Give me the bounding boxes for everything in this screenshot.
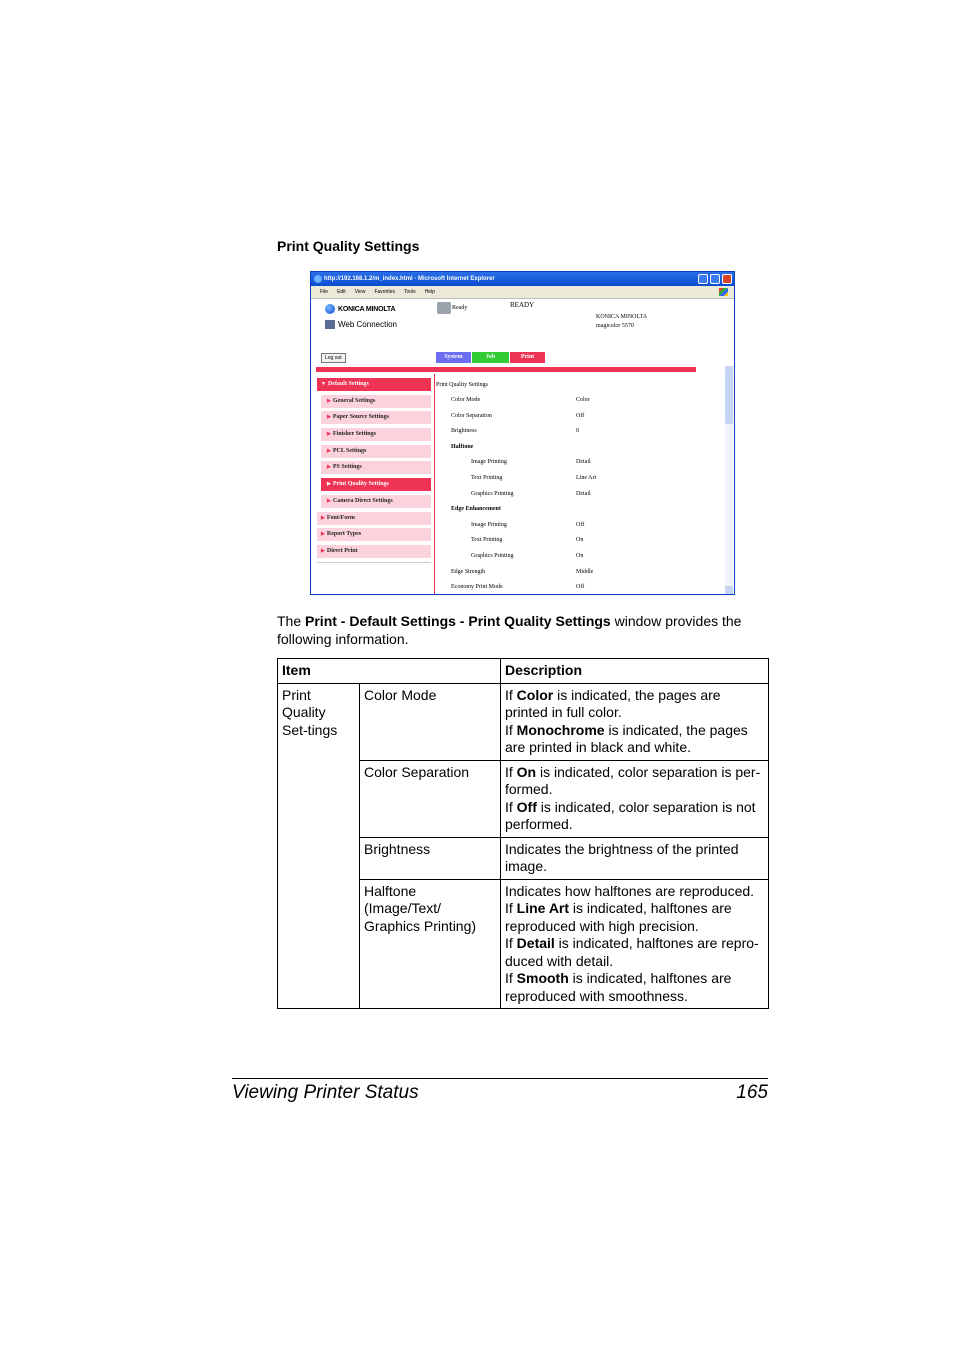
sidebar-item-label: Paper Source Settings	[332, 414, 389, 421]
setting-label: Economy Print Mode	[451, 584, 503, 591]
sidebar-item[interactable]	[317, 378, 431, 391]
close-icon[interactable]	[722, 274, 732, 284]
setting-label: Text Printing	[471, 475, 503, 481]
pagescope-icon	[325, 320, 335, 329]
table-row	[278, 683, 769, 760]
setting-value: Middle	[576, 568, 594, 575]
page-number: 165	[736, 1082, 768, 1103]
description-line: If Detail is indicated, halftones are repro-duced with detail.	[505, 935, 759, 969]
setting-label: Color Mode	[451, 397, 481, 403]
description-line: Indicates the brightness of the printed image.	[505, 840, 739, 874]
setting-value: Line Art	[576, 475, 597, 481]
maximize-icon[interactable]	[710, 274, 720, 284]
setting-label: Graphics Printing	[471, 553, 514, 559]
item-cell: Color Mode	[360, 683, 501, 760]
menu-view[interactable]: View	[354, 289, 366, 295]
sidebar-item[interactable]	[321, 495, 431, 508]
setting-label: Text Printing	[471, 537, 503, 544]
section-heading: Print Quality Settings	[277, 238, 420, 254]
description-line: If Off is indicated, color separation is not performed.	[505, 798, 756, 832]
header-item: Item	[278, 659, 501, 684]
group-label: Print Quality Set-tings	[278, 683, 360, 1009]
sidebar-item[interactable]	[317, 512, 431, 525]
header-divider	[316, 367, 696, 372]
description-cell	[501, 760, 769, 837]
sidebar-item-label: General Settings	[332, 397, 376, 404]
description-line: If Monochrome is indicated, the pages are printed in black and white.	[505, 721, 748, 755]
printer-model: KONICA MINOLTA magicolor 5570	[596, 314, 648, 329]
tab-job[interactable]: Job	[472, 352, 509, 363]
description-line: Indicates how halftones are reproduced.	[505, 882, 755, 899]
setting-label: Edge Enhancement	[451, 506, 501, 513]
sidebar-item-label: Camera Direct Settings	[332, 497, 393, 504]
menu-favorites[interactable]: Favorites	[374, 289, 395, 295]
description-cell	[501, 683, 769, 760]
sidebar-nav	[317, 378, 431, 563]
scroll-up-icon[interactable]	[725, 366, 733, 374]
sidebar-item[interactable]	[321, 411, 431, 424]
scroll-down-icon[interactable]	[725, 586, 733, 594]
footer-rule	[232, 1078, 768, 1079]
menu-tools[interactable]: Tools	[404, 289, 416, 295]
web-connection-logo: Web Connection	[325, 320, 397, 329]
sidebar-item[interactable]	[321, 428, 431, 441]
sidebar-item[interactable]	[321, 461, 431, 474]
sidebar-item-label: PCL Settings	[332, 447, 367, 454]
setting-value: Off	[576, 584, 585, 591]
sidebar-item[interactable]	[321, 395, 431, 408]
triangle-right-icon: ▶	[321, 532, 325, 538]
sidebar-item[interactable]	[317, 528, 431, 541]
triangle-right-icon: ▶	[327, 448, 331, 454]
vertical-scrollbar[interactable]	[725, 366, 733, 594]
setting-label: Color Separation	[451, 412, 492, 419]
triangle-right-icon: ▶	[327, 482, 331, 488]
setting-value: Detail	[576, 459, 591, 466]
logout-button[interactable]: Log out	[321, 353, 346, 363]
setting-value: Detail	[576, 490, 591, 497]
menu-help[interactable]: Help	[424, 289, 435, 295]
item-cell: Brightness	[360, 837, 501, 879]
sidebar-underline	[317, 562, 431, 563]
setting-value: On	[576, 553, 584, 559]
description-cell	[501, 837, 769, 879]
sidebar-item-label: Direct Print	[326, 547, 358, 554]
description-line: If Smooth is indicated, halftones are reproduced with smoothness.	[505, 970, 732, 1004]
sidebar-item[interactable]	[321, 445, 431, 458]
tab-print[interactable]: Print	[510, 352, 545, 363]
triangle-right-icon: ▶	[321, 548, 325, 554]
intro-paragraph: The Print - Default Settings - Print Quality Settings window provides the following information.	[277, 613, 742, 647]
info-table	[277, 658, 769, 1009]
sidebar-item-label: PS Settings	[332, 464, 362, 471]
window-title-bar	[311, 272, 734, 286]
setting-value: 0	[576, 428, 579, 435]
globe-icon	[325, 304, 335, 314]
setting-label: Edge Strength	[451, 568, 486, 575]
printer-status-icon	[437, 302, 451, 314]
brand-logo: KONICA MINOLTA	[325, 304, 395, 314]
browser-window	[310, 271, 735, 595]
setting-label: Graphics Printing	[471, 490, 514, 497]
sidebar-item-label: Report Types	[326, 531, 362, 538]
setting-label: Halftone	[451, 443, 474, 450]
sidebar-item[interactable]	[317, 545, 431, 558]
sidebar-item-label: Print Quality Settings	[332, 481, 389, 488]
setting-value: Color	[576, 397, 590, 403]
triangle-right-icon: ▶	[327, 465, 331, 471]
scroll-thumb[interactable]	[725, 374, 733, 424]
header-description: Description	[501, 659, 769, 684]
window-title: http://192.168.1.2/m_index.html - Microsoft Internet Explorer	[324, 276, 495, 282]
setting-value: On	[576, 537, 584, 544]
item-cell: Halftone (Image/Text/ Graphics Printing)	[360, 879, 501, 1009]
triangle-right-icon: ▶	[327, 498, 331, 504]
footer-title: Viewing Printer Status	[232, 1082, 419, 1103]
triangle-down-icon: ▼	[321, 382, 326, 387]
menu-file[interactable]: File	[320, 289, 329, 295]
setting-label: Brightness	[451, 428, 477, 435]
status-small: Ready	[452, 305, 468, 311]
menu-edit[interactable]: Edit	[337, 289, 346, 295]
minimize-icon[interactable]	[698, 274, 708, 284]
menu-bar	[311, 286, 734, 299]
setting-value: Off	[576, 521, 585, 528]
description-line: If Color is indicated, the pages are printed in full color.	[505, 686, 721, 720]
sidebar-divider	[434, 374, 435, 595]
panel-title: Print Quality Settings	[436, 382, 489, 388]
status-big: READY	[510, 301, 535, 309]
triangle-right-icon: ▶	[327, 398, 331, 404]
tab-system[interactable]: System	[436, 352, 471, 363]
item-cell: Color Separation	[360, 760, 501, 837]
triangle-right-icon: ▶	[327, 415, 331, 421]
description-cell	[501, 879, 769, 1009]
sidebar-item-label: Default Settings	[327, 381, 369, 387]
windows-flag-icon	[719, 288, 728, 296]
description-line: If On is indicated, color separation is per-formed.	[505, 763, 761, 797]
triangle-right-icon: ▶	[327, 432, 331, 438]
table-header-row	[278, 659, 769, 684]
triangle-right-icon: ▶	[321, 515, 325, 521]
setting-label: Image Printing	[471, 459, 507, 466]
setting-label: Image Printing	[471, 521, 507, 528]
description-line: If Line Art is indicated, halftones are reproduced with high precision.	[505, 900, 732, 934]
setting-value: Off	[576, 412, 585, 419]
sidebar-item-label: Finisher Settings	[332, 431, 376, 438]
sidebar-item-label: Font/Form	[326, 514, 355, 521]
sidebar-item[interactable]	[321, 478, 431, 491]
ie-icon	[314, 275, 322, 283]
